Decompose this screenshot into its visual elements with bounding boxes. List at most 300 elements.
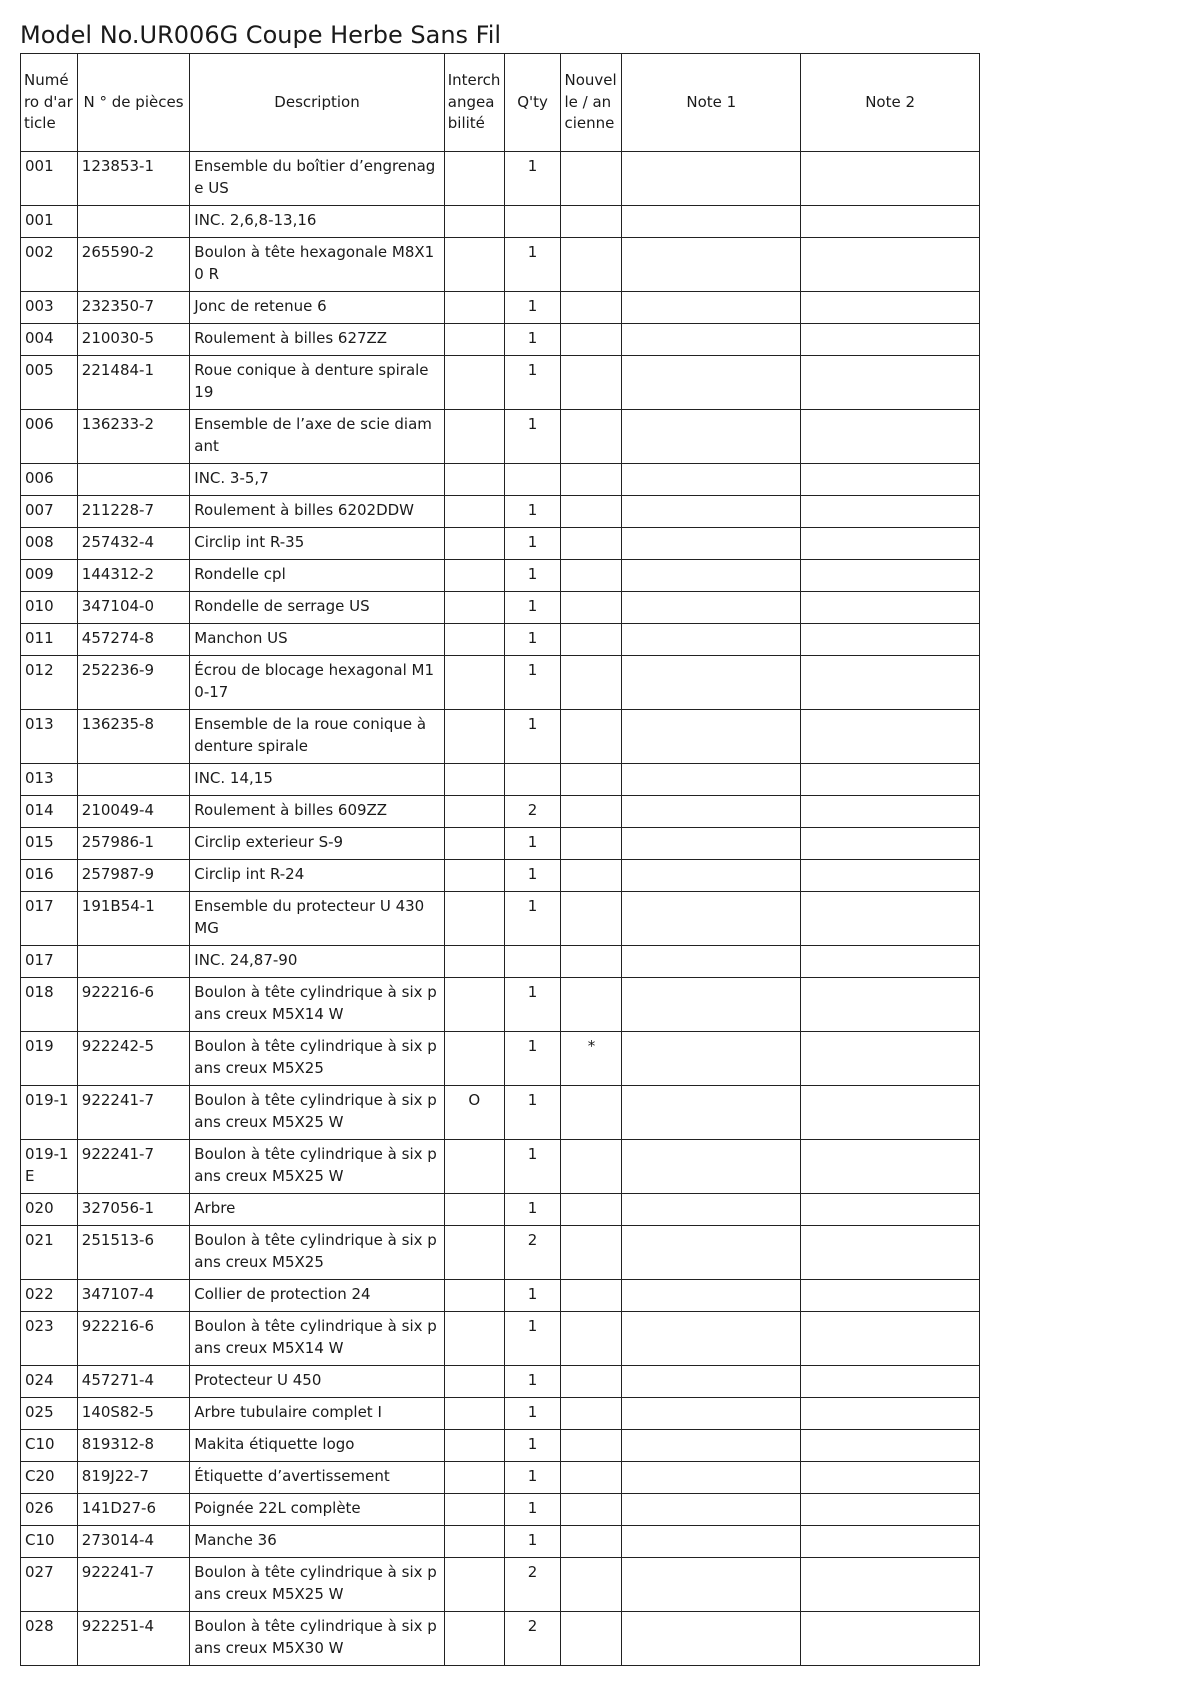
cell-item-number: 014: [21, 796, 78, 828]
cell-new-old: [561, 1526, 622, 1558]
cell-quantity: 1: [504, 624, 561, 656]
table-row: [21, 1366, 980, 1398]
cell-note-2: [801, 1312, 980, 1366]
cell-interchangeability: [444, 1032, 504, 1086]
cell-note-1: [622, 1612, 801, 1666]
table-row: [21, 1398, 980, 1430]
cell-part-number: 457271-4: [77, 1366, 190, 1398]
cell-description: Manche 36: [190, 1526, 444, 1558]
cell-part-number: 922241-7: [77, 1140, 190, 1194]
cell-description: Poignée 22L complète: [190, 1494, 444, 1526]
table-row: [21, 1086, 980, 1140]
cell-note-1: [622, 206, 801, 238]
cell-new-old: [561, 152, 622, 206]
cell-note-2: [801, 1086, 980, 1140]
cell-description: Rondelle cpl: [190, 560, 444, 592]
cell-part-number: 922216-6: [77, 1312, 190, 1366]
cell-quantity: 1: [504, 238, 561, 292]
cell-item-number: 006: [21, 464, 78, 496]
cell-item-number: 001: [21, 206, 78, 238]
cell-new-old: [561, 496, 622, 528]
cell-new-old: [561, 1194, 622, 1226]
table-row: [21, 860, 980, 892]
cell-new-old: [561, 560, 622, 592]
table-row: [21, 1032, 980, 1086]
cell-description: Roulement à billes 627ZZ: [190, 324, 444, 356]
cell-interchangeability: [444, 496, 504, 528]
cell-description: Boulon à tête cylindrique à six pans creux M5X25 W: [190, 1140, 444, 1194]
table-row: [21, 560, 980, 592]
cell-new-old: [561, 238, 622, 292]
cell-description: Boulon à tête cylindrique à six pans creux M5X30 W: [190, 1612, 444, 1666]
cell-item-number: 022: [21, 1280, 78, 1312]
cell-item-number: 020: [21, 1194, 78, 1226]
cell-note-1: [622, 292, 801, 324]
cell-note-1: [622, 496, 801, 528]
table-row: [21, 356, 980, 410]
cell-note-2: [801, 356, 980, 410]
header-part-number: N ° de pièces: [77, 54, 190, 152]
cell-description: Protecteur U 450: [190, 1366, 444, 1398]
cell-item-number: 007: [21, 496, 78, 528]
cell-new-old: [561, 1140, 622, 1194]
cell-new-old: [561, 592, 622, 624]
cell-new-old: [561, 1312, 622, 1366]
cell-description: Boulon à tête cylindrique à six pans creux M5X25: [190, 1226, 444, 1280]
cell-new-old: [561, 1280, 622, 1312]
table-row: [21, 1312, 980, 1366]
header-item-number: Numéro d'article: [21, 54, 78, 152]
cell-part-number: 257987-9: [77, 860, 190, 892]
cell-new-old: [561, 1462, 622, 1494]
cell-note-1: [622, 324, 801, 356]
cell-quantity: 1: [504, 292, 561, 324]
cell-interchangeability: [444, 1494, 504, 1526]
cell-interchangeability: [444, 1462, 504, 1494]
cell-quantity: 1: [504, 1366, 561, 1398]
cell-note-2: [801, 624, 980, 656]
cell-interchangeability: [444, 656, 504, 710]
cell-description: Roulement à billes 609ZZ: [190, 796, 444, 828]
cell-quantity: 1: [504, 1494, 561, 1526]
cell-part-number: 327056-1: [77, 1194, 190, 1226]
table-row: [21, 624, 980, 656]
cell-interchangeability: [444, 1526, 504, 1558]
cell-note-2: [801, 946, 980, 978]
cell-note-2: [801, 1612, 980, 1666]
page-title: Model No.UR006G Coupe Herbe Sans Fil: [20, 21, 502, 49]
cell-interchangeability: [444, 892, 504, 946]
table-row: [21, 1462, 980, 1494]
cell-item-number: 017: [21, 946, 78, 978]
cell-description: Boulon à tête cylindrique à six pans creux M5X25: [190, 1032, 444, 1086]
cell-description: INC. 14,15: [190, 764, 444, 796]
cell-description: Boulon à tête cylindrique à six pans creux M5X14 W: [190, 978, 444, 1032]
cell-note-2: [801, 528, 980, 560]
table-row: [21, 1226, 980, 1280]
cell-quantity: 2: [504, 1226, 561, 1280]
cell-new-old: [561, 528, 622, 560]
cell-new-old: [561, 764, 622, 796]
cell-description: Roue conique à denture spirale 19: [190, 356, 444, 410]
cell-note-1: [622, 624, 801, 656]
cell-description: Jonc de retenue 6: [190, 292, 444, 324]
cell-note-1: [622, 356, 801, 410]
cell-new-old: [561, 860, 622, 892]
cell-part-number: 210049-4: [77, 796, 190, 828]
cell-item-number: 006: [21, 410, 78, 464]
cell-part-number: 922241-7: [77, 1558, 190, 1612]
cell-part-number: 257986-1: [77, 828, 190, 860]
cell-part-number: 257432-4: [77, 528, 190, 560]
cell-part-number: 347104-0: [77, 592, 190, 624]
cell-part-number: 347107-4: [77, 1280, 190, 1312]
cell-interchangeability: [444, 560, 504, 592]
table-row: [21, 828, 980, 860]
cell-new-old: [561, 710, 622, 764]
cell-new-old: [561, 892, 622, 946]
cell-interchangeability: [444, 624, 504, 656]
cell-note-2: [801, 710, 980, 764]
header-new-old: Nouvelle / ancienne: [561, 54, 622, 152]
cell-part-number: 252236-9: [77, 656, 190, 710]
cell-note-2: [801, 464, 980, 496]
cell-item-number: C10: [21, 1430, 78, 1462]
cell-quantity: 1: [504, 828, 561, 860]
cell-new-old: [561, 464, 622, 496]
cell-item-number: 013: [21, 764, 78, 796]
cell-note-2: [801, 892, 980, 946]
cell-new-old: [561, 1430, 622, 1462]
cell-interchangeability: [444, 1366, 504, 1398]
cell-interchangeability: [444, 464, 504, 496]
parts-table: [20, 53, 980, 1666]
cell-description: Ensemble de la roue conique à denture spirale: [190, 710, 444, 764]
cell-interchangeability: [444, 152, 504, 206]
cell-item-number: 002: [21, 238, 78, 292]
cell-quantity: 1: [504, 978, 561, 1032]
cell-note-1: [622, 710, 801, 764]
cell-note-2: [801, 292, 980, 324]
cell-new-old: *: [561, 1032, 622, 1086]
cell-new-old: [561, 1086, 622, 1140]
cell-part-number: 457274-8: [77, 624, 190, 656]
cell-quantity: [504, 206, 561, 238]
cell-new-old: [561, 1558, 622, 1612]
cell-description: Arbre tubulaire complet I: [190, 1398, 444, 1430]
cell-description: Boulon à tête cylindrique à six pans creux M5X14 W: [190, 1312, 444, 1366]
cell-quantity: 1: [504, 710, 561, 764]
table-row: [21, 592, 980, 624]
table-row: [21, 710, 980, 764]
cell-item-number: 019-1E: [21, 1140, 78, 1194]
table-header-row: [21, 54, 980, 152]
table-row: [21, 1494, 980, 1526]
cell-part-number: 191B54-1: [77, 892, 190, 946]
cell-item-number: 015: [21, 828, 78, 860]
cell-quantity: 1: [504, 1526, 561, 1558]
cell-note-1: [622, 1086, 801, 1140]
cell-part-number: 922216-6: [77, 978, 190, 1032]
cell-interchangeability: [444, 860, 504, 892]
cell-part-number: 819J22-7: [77, 1462, 190, 1494]
cell-description: Manchon US: [190, 624, 444, 656]
table-row: [21, 1280, 980, 1312]
cell-interchangeability: [444, 796, 504, 828]
table-row: [21, 1430, 980, 1462]
cell-item-number: 024: [21, 1366, 78, 1398]
parts-table-container: [20, 53, 980, 1683]
cell-note-2: [801, 1280, 980, 1312]
cell-interchangeability: [444, 1194, 504, 1226]
table-row: [21, 1140, 980, 1194]
cell-interchangeability: [444, 1140, 504, 1194]
cell-new-old: [561, 624, 622, 656]
table-row: [21, 796, 980, 828]
cell-note-1: [622, 592, 801, 624]
cell-quantity: 1: [504, 410, 561, 464]
cell-new-old: [561, 206, 622, 238]
cell-item-number: 027: [21, 1558, 78, 1612]
table-row: [21, 946, 980, 978]
cell-item-number: 026: [21, 1494, 78, 1526]
cell-interchangeability: [444, 206, 504, 238]
cell-item-number: 001: [21, 152, 78, 206]
cell-quantity: 1: [504, 892, 561, 946]
cell-note-2: [801, 828, 980, 860]
cell-note-2: [801, 592, 980, 624]
cell-new-old: [561, 292, 622, 324]
cell-new-old: [561, 946, 622, 978]
cell-item-number: 019-1: [21, 1086, 78, 1140]
header-note-2: Note 2: [801, 54, 980, 152]
cell-item-number: 028: [21, 1612, 78, 1666]
cell-interchangeability: O: [444, 1086, 504, 1140]
cell-new-old: [561, 1612, 622, 1666]
table-row: [21, 656, 980, 710]
cell-description: Étiquette d’avertissement: [190, 1462, 444, 1494]
cell-note-1: [622, 946, 801, 978]
cell-note-2: [801, 656, 980, 710]
cell-quantity: 2: [504, 1558, 561, 1612]
cell-description: Ensemble du boîtier d’engrenage US: [190, 152, 444, 206]
cell-interchangeability: [444, 592, 504, 624]
parts-table-body: [21, 152, 980, 1666]
cell-item-number: C10: [21, 1526, 78, 1558]
cell-part-number: 211228-7: [77, 496, 190, 528]
cell-note-1: [622, 1280, 801, 1312]
cell-note-2: [801, 1032, 980, 1086]
cell-new-old: [561, 324, 622, 356]
table-row: [21, 238, 980, 292]
cell-part-number: 232350-7: [77, 292, 190, 324]
cell-description: INC. 3-5,7: [190, 464, 444, 496]
cell-interchangeability: [444, 292, 504, 324]
cell-note-1: [622, 1558, 801, 1612]
cell-item-number: 004: [21, 324, 78, 356]
cell-part-number: 265590-2: [77, 238, 190, 292]
cell-part-number: 922242-5: [77, 1032, 190, 1086]
cell-quantity: [504, 464, 561, 496]
cell-part-number: 819312-8: [77, 1430, 190, 1462]
cell-part-number: [77, 206, 190, 238]
cell-note-1: [622, 892, 801, 946]
cell-new-old: [561, 796, 622, 828]
cell-description: Circlip int R-35: [190, 528, 444, 560]
cell-note-1: [622, 1430, 801, 1462]
cell-interchangeability: [444, 238, 504, 292]
cell-quantity: 2: [504, 796, 561, 828]
cell-interchangeability: [444, 1612, 504, 1666]
cell-description: Ensemble du protecteur U 430 MG: [190, 892, 444, 946]
cell-new-old: [561, 1226, 622, 1280]
cell-item-number: 012: [21, 656, 78, 710]
cell-quantity: 1: [504, 528, 561, 560]
cell-note-2: [801, 1558, 980, 1612]
cell-interchangeability: [444, 946, 504, 978]
cell-note-1: [622, 1194, 801, 1226]
cell-note-1: [622, 410, 801, 464]
cell-interchangeability: [444, 978, 504, 1032]
cell-note-2: [801, 1462, 980, 1494]
cell-quantity: 1: [504, 496, 561, 528]
table-row: [21, 1526, 980, 1558]
cell-new-old: [561, 978, 622, 1032]
cell-quantity: 1: [504, 592, 561, 624]
table-row: [21, 764, 980, 796]
cell-new-old: [561, 1494, 622, 1526]
table-row: [21, 152, 980, 206]
cell-note-1: [622, 528, 801, 560]
cell-part-number: 221484-1: [77, 356, 190, 410]
cell-interchangeability: [444, 410, 504, 464]
cell-note-1: [622, 978, 801, 1032]
cell-interchangeability: [444, 1430, 504, 1462]
cell-note-2: [801, 796, 980, 828]
cell-item-number: 018: [21, 978, 78, 1032]
cell-interchangeability: [444, 1398, 504, 1430]
cell-description: Circlip int R-24: [190, 860, 444, 892]
table-row: [21, 206, 980, 238]
cell-item-number: 025: [21, 1398, 78, 1430]
cell-note-1: [622, 1462, 801, 1494]
table-row: [21, 464, 980, 496]
cell-description: Circlip exterieur S-9: [190, 828, 444, 860]
header-note-1: Note 1: [622, 54, 801, 152]
cell-part-number: 922251-4: [77, 1612, 190, 1666]
cell-part-number: 123853-1: [77, 152, 190, 206]
cell-description: Makita étiquette logo: [190, 1430, 444, 1462]
cell-note-2: [801, 1226, 980, 1280]
cell-item-number: 021: [21, 1226, 78, 1280]
cell-quantity: 1: [504, 356, 561, 410]
cell-description: Collier de protection 24: [190, 1280, 444, 1312]
cell-note-2: [801, 978, 980, 1032]
cell-note-2: [801, 1140, 980, 1194]
cell-note-1: [622, 828, 801, 860]
cell-note-2: [801, 238, 980, 292]
cell-item-number: 017: [21, 892, 78, 946]
cell-quantity: 1: [504, 1194, 561, 1226]
cell-interchangeability: [444, 356, 504, 410]
cell-note-1: [622, 860, 801, 892]
cell-new-old: [561, 1398, 622, 1430]
cell-description: Boulon à tête hexagonale M8X10 R: [190, 238, 444, 292]
cell-note-2: [801, 1398, 980, 1430]
cell-interchangeability: [444, 528, 504, 560]
cell-new-old: [561, 828, 622, 860]
cell-part-number: 136233-2: [77, 410, 190, 464]
cell-note-1: [622, 560, 801, 592]
cell-note-1: [622, 1366, 801, 1398]
cell-note-2: [801, 764, 980, 796]
cell-item-number: 016: [21, 860, 78, 892]
cell-quantity: 1: [504, 1398, 561, 1430]
cell-note-2: [801, 1194, 980, 1226]
table-row: [21, 528, 980, 560]
table-row: [21, 410, 980, 464]
cell-interchangeability: [444, 1280, 504, 1312]
cell-item-number: 009: [21, 560, 78, 592]
cell-note-2: [801, 206, 980, 238]
cell-note-2: [801, 560, 980, 592]
table-row: [21, 892, 980, 946]
cell-note-1: [622, 464, 801, 496]
table-row: [21, 292, 980, 324]
cell-quantity: 1: [504, 1280, 561, 1312]
cell-note-2: [801, 1526, 980, 1558]
cell-item-number: 023: [21, 1312, 78, 1366]
cell-part-number: 144312-2: [77, 560, 190, 592]
cell-item-number: 008: [21, 528, 78, 560]
cell-part-number: 136235-8: [77, 710, 190, 764]
cell-quantity: 1: [504, 1086, 561, 1140]
cell-part-number: [77, 464, 190, 496]
cell-interchangeability: [444, 764, 504, 796]
cell-note-1: [622, 238, 801, 292]
cell-note-2: [801, 860, 980, 892]
cell-quantity: 1: [504, 1430, 561, 1462]
cell-quantity: 1: [504, 1140, 561, 1194]
header-description: Description: [190, 54, 444, 152]
cell-part-number: 140S82-5: [77, 1398, 190, 1430]
cell-item-number: 005: [21, 356, 78, 410]
cell-part-number: 251513-6: [77, 1226, 190, 1280]
cell-description: Roulement à billes 6202DDW: [190, 496, 444, 528]
cell-description: INC. 24,87-90: [190, 946, 444, 978]
cell-quantity: 2: [504, 1612, 561, 1666]
cell-interchangeability: [444, 1558, 504, 1612]
cell-new-old: [561, 410, 622, 464]
cell-part-number: [77, 946, 190, 978]
cell-note-2: [801, 496, 980, 528]
cell-description: Boulon à tête cylindrique à six pans creux M5X25 W: [190, 1086, 444, 1140]
cell-note-2: [801, 324, 980, 356]
cell-note-2: [801, 1494, 980, 1526]
cell-quantity: 1: [504, 1032, 561, 1086]
header-quantity: Q'ty: [504, 54, 561, 152]
cell-description: Boulon à tête cylindrique à six pans creux M5X25 W: [190, 1558, 444, 1612]
cell-note-1: [622, 764, 801, 796]
table-row: [21, 1558, 980, 1612]
cell-new-old: [561, 1366, 622, 1398]
cell-item-number: 011: [21, 624, 78, 656]
cell-note-1: [622, 796, 801, 828]
cell-item-number: 003: [21, 292, 78, 324]
cell-quantity: 1: [504, 324, 561, 356]
cell-note-1: [622, 1226, 801, 1280]
cell-description: Ensemble de l’axe de scie diamant: [190, 410, 444, 464]
